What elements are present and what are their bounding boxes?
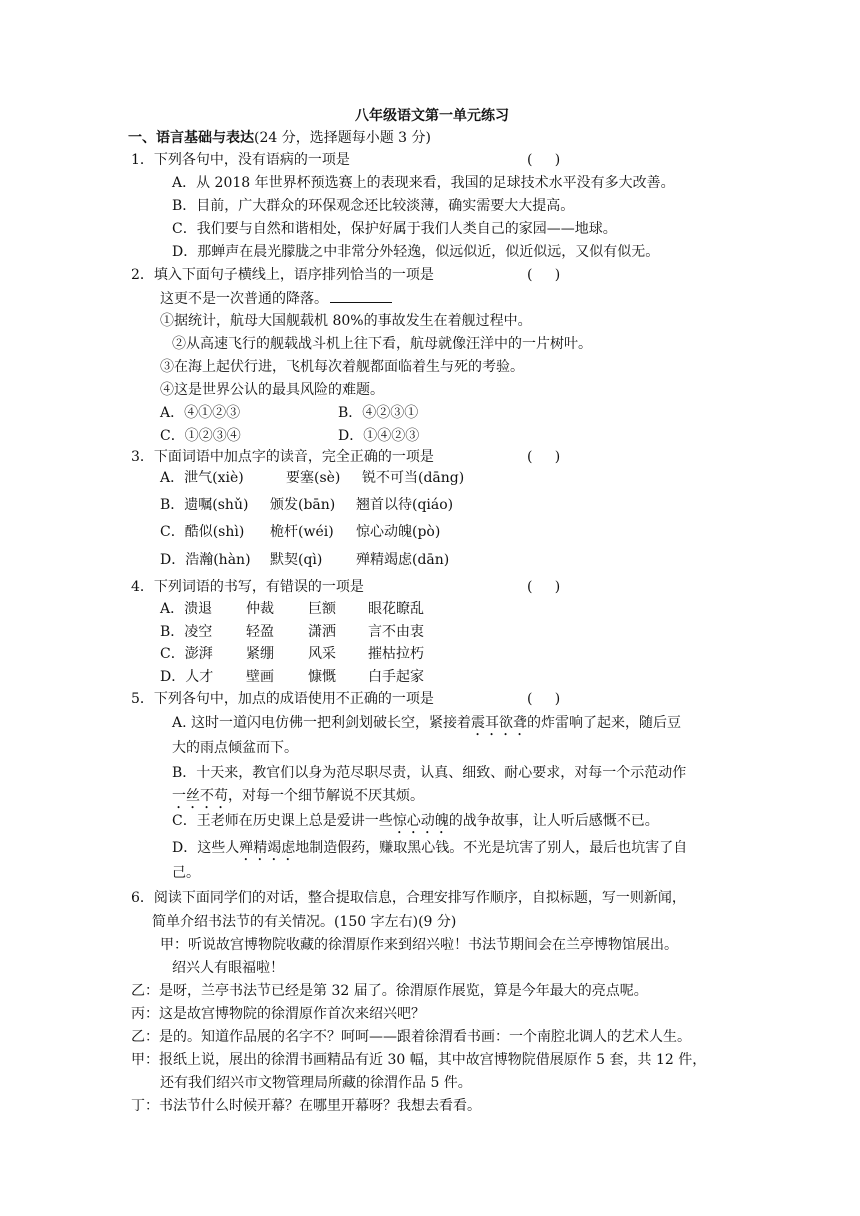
q5-option-b-line1: B．十天来，教官们以身为范尽职尽责，认真、细致、耐心要求，对每一个示范动作 [172,765,687,781]
q3-b-word-3: 翘首以待(qiáo) [356,497,454,513]
q2-sentence-4: ④这是世界公认的最具风险的难题。 [160,382,384,398]
q2-option-d: D．①④②③ [338,428,420,444]
q4-option-a [160,599,424,619]
q6-dialog-line-2: 绍兴人有眼福啦！ [172,960,284,976]
q3-option-d [160,550,449,570]
section-heading-note: (24 分，选择题每小题 3 分) [254,130,431,146]
q4-c-word-1: C．澎湃 [160,646,213,662]
q6-dialog-line-1: 甲：听说故宫博物院收藏的徐渭原作来到绍兴啦！书法节期间会在兰亭博物馆展出。 [160,937,678,953]
q3-option-b [160,495,453,515]
q4-a-word-2: 仲裁 [246,601,274,617]
q4-b-word-1: B．凌空 [160,624,213,640]
q4-option-c [160,644,424,664]
q3-c-word-2: 桅杆(wéi) [270,524,334,540]
q1-option-c: C．我们要与自然和谐相处，保护好属于我们人类自己的家园——地球。 [172,221,617,237]
q2-option-b: B．④②③① [338,405,419,421]
q3-a-word-3: 锐不可当(dāng) [362,470,465,486]
section-heading-label: 一、语言基础与表达 [128,130,254,146]
q6-dialog-line-6: 甲：报纸上说，展出的徐渭书画精品有近 30 幅，其中故宫博物院借展原作 5 套，共 12 件， [131,1052,707,1068]
q6-dialog-line-8: 丁：书法节什么时候开幕？在哪里开幕呀？我想去看看。 [131,1098,481,1114]
q5-option-b-line2 [172,786,424,812]
q1-option-a: A．从 2018 年世界杯预选赛上的表现来看，我国的足球技术水平没有多大改善。 [172,175,675,191]
q6-stem-line1: 6．阅读下面同学们的对话，整合提取信息，合理安排写作顺序，自拟标题，写一则新闻， [131,890,686,906]
q5-stem: 5．下列各句中，加点的成语使用不正确的一项是 [131,691,434,707]
q2-option-c: C．①②③④ [160,428,241,444]
q4-a-word-1: A．溃退 [160,601,213,617]
q3-a-word-1: A．泄气(xiè) [160,470,244,486]
q3-b-word-1: B．遗嘱(shǔ) [160,497,249,513]
q5-d-text-post: 地制造假药，赚取黑心钱。不光是坑害了别人，最后也坑害了自 [295,840,688,856]
q4-stem: 4．下列词语的书写，有错误的一项是 [131,579,364,595]
q4-d-word-4: 白手起家 [368,669,424,685]
q3-d-word-3: 殚精竭虑(dān) [356,552,450,568]
q6-dialog-line-3: 乙：是呀，兰亭书法节已经是第 32 届了。徐渭原作展览，算是今年最大的亮点呢。 [131,983,648,999]
q5-option-a-line1 [172,713,681,739]
q3-stem: 3．下面词语中加点字的读音，完全正确的一项是 [131,449,434,465]
q6-dialog-line-4: 丙：这是故宫博物院的徐渭原作首次来绍兴吧？ [131,1006,425,1022]
q5-c-idiom: 惊心动魄 [392,813,449,829]
q5-c-text-post: 的战争故事，让人听后感慨不已。 [448,813,659,829]
q4-a-word-3: 巨额 [308,601,336,617]
q5-b-text-post: ，对每一个细节解说不厌其烦。 [228,788,424,804]
q2-sentence-2: ②从高速飞行的舰载战斗机上往下看，航母就像汪洋中的一片树叶。 [172,336,592,352]
q5-c-text-pre: C．王老师在历史课上总是爱讲一些 [172,813,393,829]
q1-stem: 1．下列各句中，没有语病的一项是 [131,152,350,168]
section-heading [128,128,431,148]
q3-option-a [160,468,464,488]
q4-c-word-3: 风采 [308,646,336,662]
q3-d-word-2: 默契(qì) [270,552,323,568]
q3-c-word-1: C．酷似(shì) [160,524,245,540]
q2-sentence-1: ①据统计，航母大国舰载机 80%的事故发生在着舰过程中。 [160,313,532,329]
q5-a-idiom: 震耳欲聋 [471,715,528,731]
q2-lead-text: 这更不是一次普通的降落。 [160,291,328,307]
q4-option-b [160,622,424,642]
q1-answer-blank[interactable]: ( ) [527,152,561,168]
q5-option-a-line2: 大的雨点倾盆而下。 [172,740,298,756]
q5-answer-blank[interactable]: ( ) [527,691,561,707]
q3-b-word-2: 颁发(bān) [270,497,336,513]
q4-answer-blank[interactable]: ( ) [527,579,561,595]
q5-d-idiom: 殚精竭虑 [239,840,296,856]
q2-lead-sentence [160,288,392,309]
q2-fill-blank[interactable] [330,288,392,303]
q5-d-text-pre: D．这些人 [172,840,240,856]
q5-option-d-line1 [172,838,687,864]
q6-stem-line2: 简单介绍书法节的有关情况。(150 字左右)(9 分) [152,914,457,930]
q5-b-idiom: 一丝不苟 [172,788,228,804]
q2-sentence-3: ③在海上起伏行进，飞机每次着舰都面临着生与死的考验。 [160,359,524,375]
q5-a-text-post: 的炸雷响了起来，随后豆 [527,715,682,731]
q2-answer-blank[interactable]: ( ) [527,267,561,283]
q4-c-word-4: 摧枯拉朽 [368,646,424,662]
q4-d-word-2: 壁画 [246,669,274,685]
page-title: 八年级语文第一单元练习 [355,108,509,124]
q6-dialog-line-5: 乙：是的。知道作品展的名字不？呵呵——跟着徐渭看书画：一个南腔北调人的艺术人生。 [131,1029,691,1045]
q4-a-word-4: 眼花瞭乱 [368,601,424,617]
q3-a-word-2: 要塞(sè) [286,470,341,486]
q4-c-word-2: 紧绷 [246,646,274,662]
q3-d-word-1: D．浩瀚(hàn) [160,552,251,568]
q3-c-word-3: 惊心动魄(pò) [356,524,441,540]
q4-b-word-3: 潇洒 [308,624,336,640]
q2-option-a: A．④①②③ [160,405,241,421]
q4-option-d [160,667,424,687]
q4-b-word-4: 言不由衷 [368,624,424,640]
q6-dialog-line-7: 还有我们绍兴市文物管理局所藏的徐渭作品 5 件。 [160,1075,472,1091]
q1-option-d: D．那蝉声在晨光朦胧之中非常分外轻逸，似远似近，似近似远，又似有似无。 [172,244,660,260]
q2-stem: 2．填入下面句子横线上，语序排列恰当的一项是 [131,267,434,283]
q3-answer-blank[interactable]: ( ) [527,449,561,465]
q1-option-b: B．目前，广大群众的环保观念还比较淡薄，确实需要大大提高。 [172,198,575,214]
q4-d-word-3: 慷慨 [308,669,336,685]
q5-a-text-pre: A. 这时一道闪电仿佛一把利剑划破长空，紧接着 [172,715,472,731]
q4-d-word-1: D．人才 [160,669,214,685]
q5-option-d-line2: 己。 [172,865,200,881]
q5-option-c [172,811,659,837]
q4-b-word-2: 轻盈 [246,624,274,640]
q3-option-c [160,522,440,542]
